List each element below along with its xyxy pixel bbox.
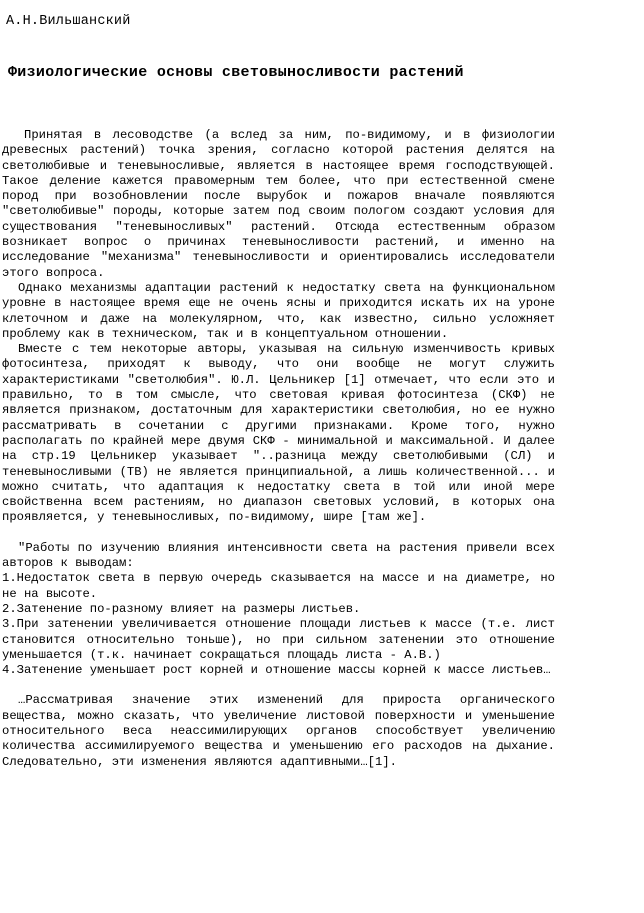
spacer [2, 526, 555, 541]
closing-paragraph: …Рассматривая значение этих изменений для прироста органического вещества, можно сказать, что увеличение листовой поверхности и уменьшение относительного веса неассимилирующих органов способствует увеличению количества ассимилируемого вещества и уменьшению его расходов на дыхание. Следовательно, эти изменения являются адаптивными…[1]. [2, 693, 555, 769]
author-name: А.Н.Вильшанский [6, 14, 131, 29]
paragraph-2: Однако механизмы адаптации растений к недостатку света на функциональном уровне в настоящее время еще не очень ясны и приходится искать их на уроне клеточном и даже на молекулярном, что, как известно, сильно усложняет проблему как в техническом, так и в концептуальном отношении. [2, 280, 555, 341]
quote-item-1: 1.Недостаток света в первую очередь сказывается на массе и на диаметре, но не на высоте. [2, 571, 555, 601]
quote-item-3: 3.При затенении увеличивается отношение площади листьев к массе (т.е. лист становится относительно тоньше), но при сильном затенении это отношение уменьшается (т.к. начинает сокращаться площадь листа - А.В.) [2, 617, 555, 662]
document-body [2, 128, 555, 770]
document-title: Физиологические основы световыносливости растений [8, 64, 464, 81]
quote-item-2: 2.Затенение по-разному влияет на размеры листьев. [2, 601, 361, 616]
paragraph-3: Вместе с тем некоторые авторы, указывая на сильную изменчивость кривых фотосинтеза, приходят к выводу, что они вообще не могут служить характеристиками "светолюбия". Ю.Л. Цельникер [1] отмечает, что если это и правильно, то в том смысле, что световая кривая фотосинтеза (СКФ) не является признаком, достаточным для характеристики светолюбия, но ее нужно рассматривать в сочетании с другими признаками. Кроме того, нужно располагать по крайней мере двумя СКФ - минимальной и максимальной. И далее на стр.19 Цельникер указывает "..разница между светолюбивыми (СЛ) и теневыносливыми (ТВ) не является принципиальной, а лишь количественной... и можно считать, что адаптация к недостатку света в той или иной мере свойственна всем растениям, но диапазон световых условий, в которых она проявляется, у теневыносливых, по-видимому, шире [там же]. [2, 342, 555, 525]
spacer [2, 678, 555, 693]
paragraph-1: Принятая в лесоводстве (а вслед за ним, по-видимому, и в физиологии древесных растений) точка зрения, согласно которой растения делятся на светолюбивые и теневыносливые, является в настоящее время господствующей. Такое деление кажется правомерным тем более, что при естественной смене пород при возобновлении после вырубок и пожаров вначале появляются "светолюбивые" породы, которые затем под своим пологом создают условия для существования "теневыносливых" растений. Отсюда естественным образом возникает вопрос о причинах теневыносливости растений, и именно на исследование "механизма" теневыносливости и ориентировались исследователи этого вопроса. [2, 128, 555, 280]
quote-intro: "Работы по изучению влияния интенсивности света на растения привели всех авторов к выводам: [2, 540, 555, 571]
quote-item-4: 4.Затенение уменьшает рост корней и отношение массы корней к массе листьев… [2, 663, 551, 678]
